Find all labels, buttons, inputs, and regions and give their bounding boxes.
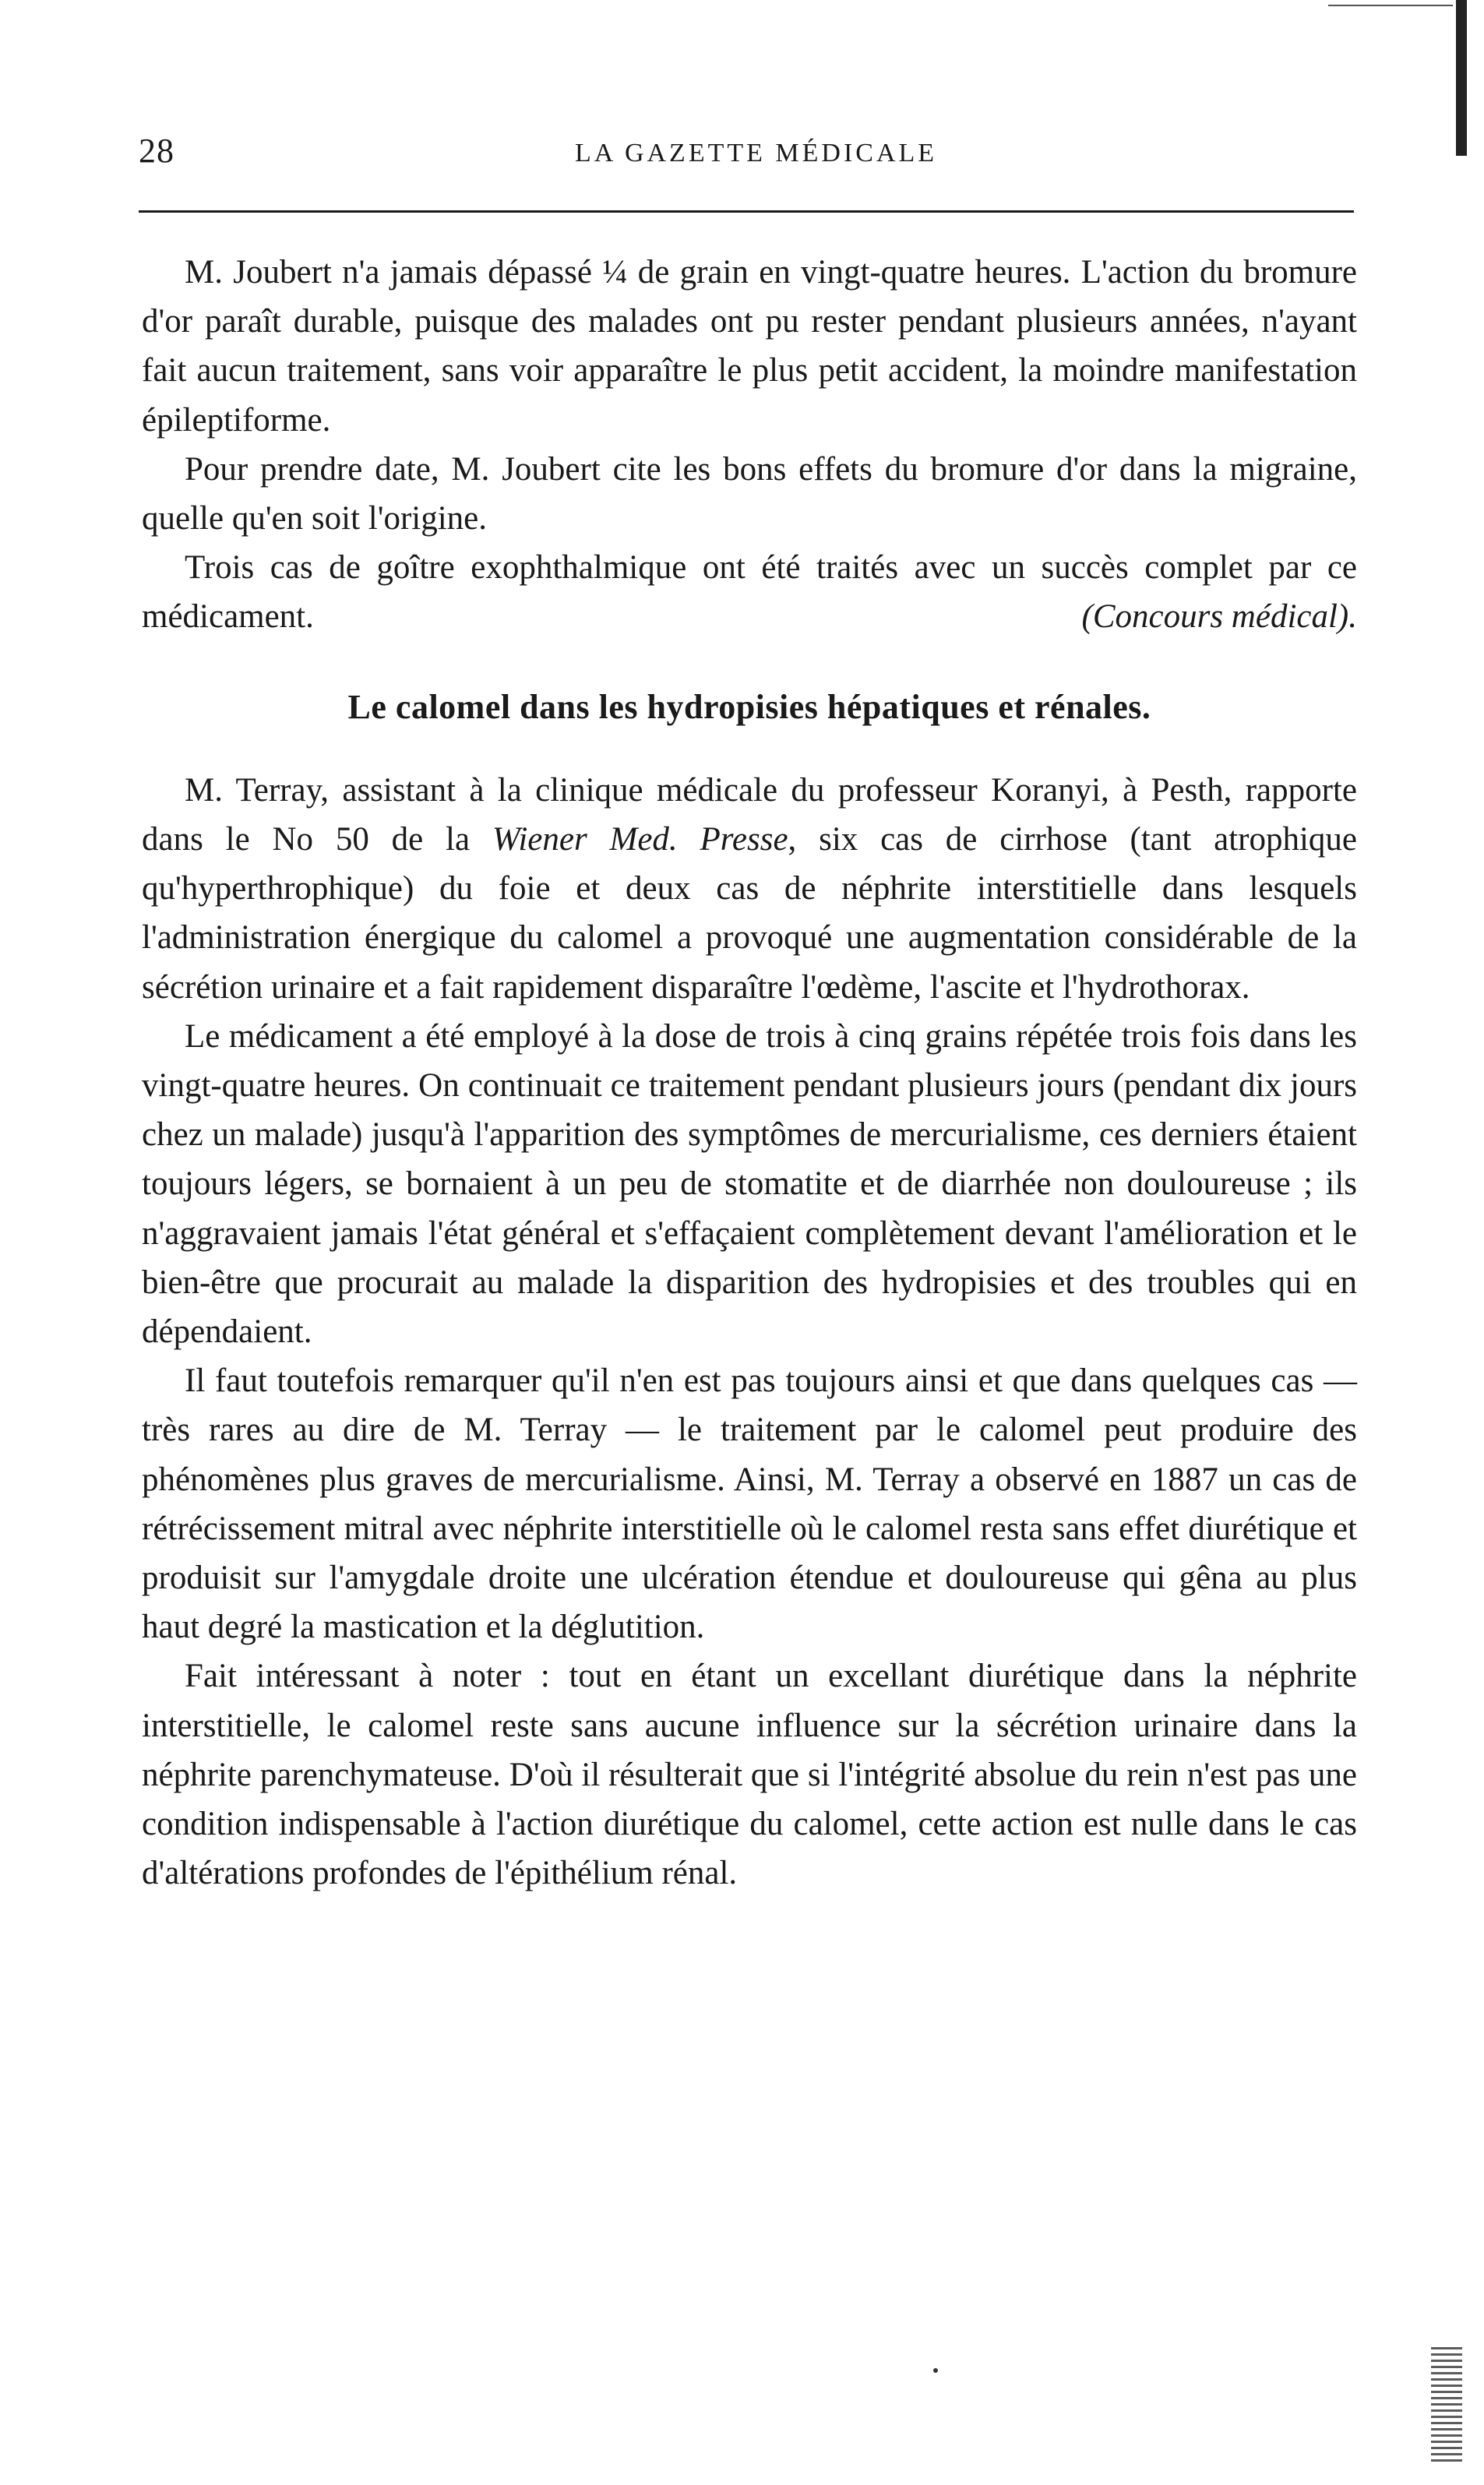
terray-text-end: , six cas de cirrhose (tant atrophique qu'hyperthrophique) du foie et deux cas de néphrite interstitielle dans lesquels l'administration énergique du calomel a provoqué une augmentation considérable de la sécrétion urinaire et a fait rapidement disparaître l'œdème, l'ascite et l'hydrothorax. bbox=[142, 821, 1357, 1006]
paragraph-joubert-dose: M. Joubert n'a jamais dépassé ¼ de grain en vingt-quatre heures. L'action du bromure d'or paraît durable, puisque des malades ont pu rester pendant plusieurs années, n'ayant fait aucun traitement, sans voir apparaître le plus petit accident, la moindre manifestation épileptiforme. bbox=[142, 254, 1357, 439]
section-heading: Le calomel dans les hydropisies hépatiques et rénales. bbox=[347, 687, 1151, 726]
paragraph-goitre bbox=[142, 543, 1357, 641]
paragraph-migraine: Pour prendre date, M. Joubert cite les bons effets du bromure d'or dans la migraine, quelle qu'en soit l'origine. bbox=[142, 450, 1357, 538]
paragraph-nephritis: Fait intéressant à noter : tout en étant un excellant diurétique dans la néphrite interstitielle, le calomel reste sans aucune influence sur la sécrétion urinaire dans la néphrite parenchymateuse. D'où il résulterait que si l'intégrité absolue du rein n'est pas une condition indispensable à l'action diurétique du calomel, cette action est nulle dans le cas d'altérations profondes de l'épithélium rénal. bbox=[142, 1658, 1357, 1892]
paragraph-mercurialism: Il faut toutefois remarquer qu'il n'en est pas toujours ainsi et que dans quelques cas — très rares au dire de M. Terray — le traitement par le calomel peut produire des phénomènes plus graves de mercurialisme. Ainsi, M. Terray a observé en 1887 un cas de rétrécissement mitral avec néphrite interstitielle où le calomel resta sans effet diurétique et produisit sur l'amygdale droite une ulcération étendue et douloureuse qui gêna au plus haut degré la mastication et la déglutition. bbox=[142, 1362, 1357, 1646]
edge-line bbox=[1328, 5, 1453, 6]
running-head bbox=[139, 131, 1354, 178]
paragraph-dosage: Le médicament a été employé à la dose de trois à cinq grains répétée trois fois dans les vingt-quatre heures. On continuait ce traitement pendant plusieurs jours (pendant dix jours chez un malade) jusqu'à l'apparition des symptômes de mercurialisme, ces derniers étaient toujours légers, se bornaient à un peu de stomatite et de diarrhée non douloureuse ; ils n'aggravaient jamais l'état général et s'effaçaient complètement devant l'amélioration et le bien-être que procurait au malade la disparition des hydropisies et des troubles qui en dépendaient. bbox=[142, 1017, 1357, 1351]
edge-bar bbox=[1456, 0, 1467, 156]
header-rule bbox=[139, 210, 1354, 213]
source-citation: (Concours médical). bbox=[1081, 598, 1357, 636]
page-edge-ornament bbox=[1431, 2345, 1462, 2462]
goitre-text: Trois cas de goître exophthalmique ont été traités avec un succès complet par ce médicament. bbox=[142, 549, 1357, 636]
page-edge-mark bbox=[1429, 0, 1484, 164]
article-body bbox=[142, 248, 1357, 1898]
journal-reference: Wiener Med. Presse bbox=[492, 821, 788, 858]
stray-dot bbox=[933, 2368, 938, 2373]
paragraph-terray bbox=[142, 766, 1357, 1012]
journal-title: LA GAZETTE MÉDICALE bbox=[575, 139, 938, 167]
page-number: 28 bbox=[139, 132, 174, 170]
terray-text-start: M. Terray, assistant à la clinique médicale du professeur Koranyi, à Pesth, rapporte dans le No 50 de la bbox=[142, 771, 1357, 858]
